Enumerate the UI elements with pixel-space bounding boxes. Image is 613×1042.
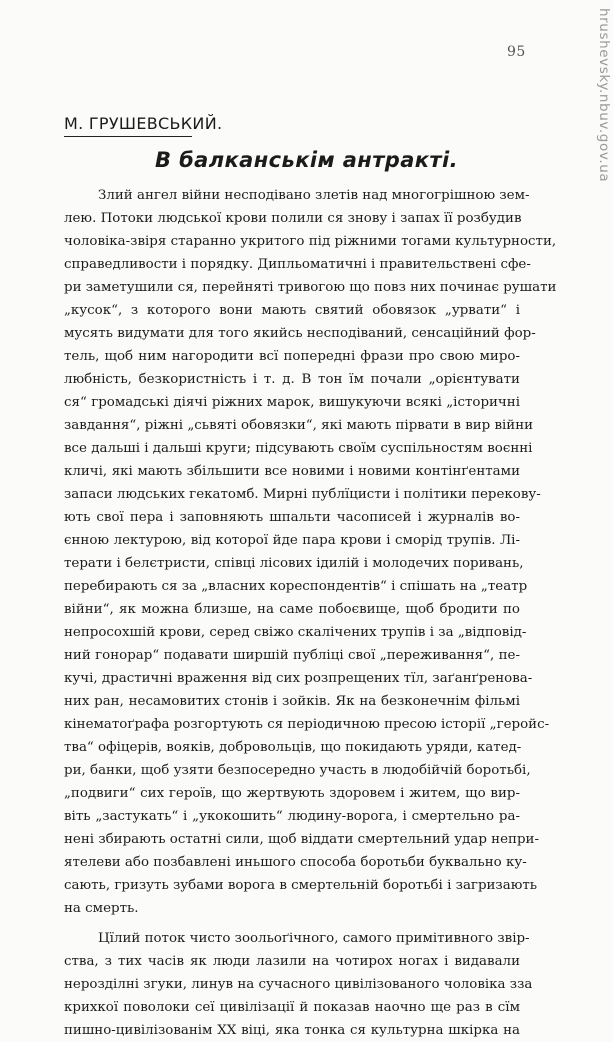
- site-watermark: hrushevsky.nbuv.gov.ua: [596, 8, 612, 183]
- text-line: „подвиги“ сих героїв, що жертвують здоровем і житем, що вир-: [64, 786, 520, 801]
- text-line: завдання“, ріжні „сьвяті обовязки“, які мають пірвати в вир війни: [64, 418, 534, 433]
- text-line: тва“ офіцерів, вояків, добровольців, що покидають уряди, катед-: [64, 740, 522, 755]
- text-line: Цїлий поток чисто зоольоґічного, самого примітивного звір-: [98, 931, 530, 946]
- text-line: пишно-цивілізованім XX віці, яка тонка ся культурна шкірка на: [64, 1023, 520, 1038]
- text-line: них ран, несамовитих стонів і зойків. Як на безконечнім фільмі: [64, 694, 520, 709]
- text-line: на смерть.: [64, 901, 139, 916]
- text-line: єнною лектурою, від которої йде пара крови і сморід трупів. Лі-: [64, 533, 520, 548]
- text-line: перебирають ся за „власних кореспондентів“ і спішать на „театр: [64, 579, 528, 594]
- text-line: війни“, як можна близше, на саме побоєвище, щоб бродити по: [64, 602, 520, 617]
- text-line: нерозділні згуки, линув на сучасного цивілізованого чоловіка зза: [64, 977, 533, 992]
- text-line: кучі, драстичні враження від сих розпрещених тїл, заґанґренова-: [64, 671, 533, 686]
- author-underline: [64, 136, 192, 137]
- paragraph-gap: [64, 920, 520, 927]
- text-line: „кусок“, з которого вони мають святий обовязок „урвати“ і: [64, 303, 520, 318]
- text-line: ства, з тих часів як люди лазили на чотирох ногах і видавали: [64, 954, 520, 969]
- text-line: запаси людських гекатомб. Мирні публїцисти і політики перекову-: [64, 487, 541, 502]
- text-line: лею. Потоки людської крови полили ся знову і запах її розбудив: [64, 211, 522, 226]
- text-line: сають, гризуть зубами ворога в смертельній боротьбі і загризають: [64, 878, 538, 893]
- text-line: любність, безкористність і т. д. В тон їм почали „орієнтувати: [64, 372, 520, 387]
- text-line: Злий ангел війни несподівано злетів над многогрішною зем-: [98, 188, 530, 203]
- paragraph: [64, 184, 557, 920]
- text-line: віть „застукать“ і „укокошить“ людину-ворога, і смертельно ра-: [64, 809, 520, 824]
- text-line: мусять видумати для того якийсь несподіваний, сенсаційний фор-: [64, 326, 536, 341]
- text-line: ри, банки, щоб узяти безпосередно участь в людобійчій боротьбі,: [64, 763, 531, 778]
- text-line: терати і белєтристи, співці лісових ідилій і молодечих поривань,: [64, 556, 524, 571]
- text-line: ний гонорар“ подавати ширшій публіці свої „переживання“, пе-: [64, 648, 520, 663]
- article-body: [64, 184, 557, 1042]
- text-line: крихкої поволоки сеї цивілізації й показав наочно ще раз в сїм: [64, 1000, 520, 1015]
- text-line: кличі, які мають збільшити все новими і новими контінґентами: [64, 464, 520, 479]
- text-line: кінематоґрафа розгортують ся періодичною пресою історії „геройс-: [64, 717, 550, 732]
- text-line: ри заметушили ся, перейняті тривогою що повз них починає рушати: [64, 280, 557, 295]
- text-line: ся“ громадські діячі ріжних марок, вишукуючи всякі „історичні: [64, 395, 520, 410]
- article-title: В балканськім антракті.: [155, 148, 458, 172]
- text-line: непросохшій крови, серед свіжо скалічених трупів і за „відповід-: [64, 625, 527, 640]
- text-line: все дальші і дальші круги; підсувають своїм суспільностям воєнні: [64, 441, 533, 456]
- text-line: справедливости і порядку. Дипльоматичні і правительствені сфе-: [64, 257, 531, 272]
- text-line: ють свої пера і заповняють шпальти часописей і журналів во-: [64, 510, 520, 525]
- text-line: ятелеви або позбавлені иньшого способа боротьби буквально ку-: [64, 855, 527, 870]
- author-name: М. ГРУШЕВСЬКИЙ.: [64, 114, 223, 133]
- text-line: нені збирають остатні сили, щоб віддати смертельний удар непри-: [64, 832, 539, 847]
- page-number: 95: [507, 44, 526, 60]
- text-line: тель, щоб ним нагородити всї попередні фрази про свою миро-: [64, 349, 520, 364]
- paragraph: [64, 927, 533, 1042]
- text-line: чоловіка-звіря старанно укритого під ріжними тогами культурности,: [64, 234, 557, 249]
